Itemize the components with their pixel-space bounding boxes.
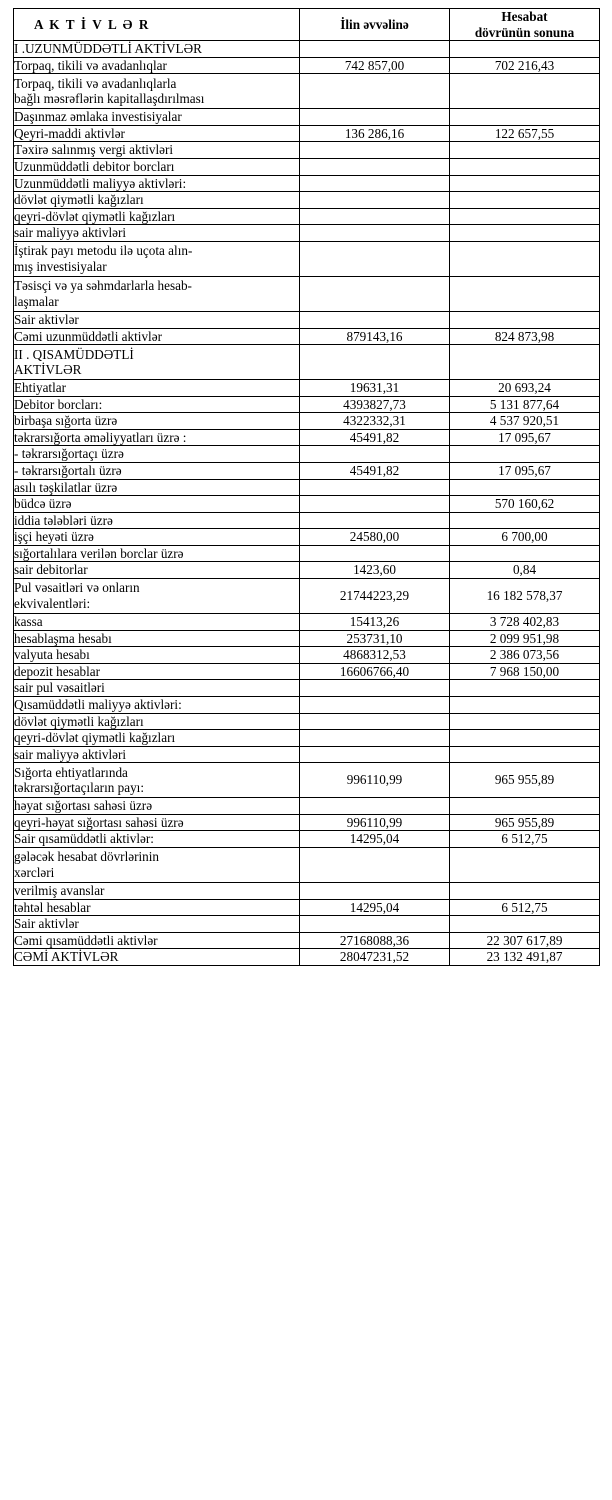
column-header-end-of-period (450, 9, 600, 41)
row-label: işçi heyəti üzrə (14, 529, 300, 546)
row-value-end (450, 175, 600, 192)
table-row (14, 882, 600, 899)
table-row (14, 345, 600, 380)
row-label: asılı təşkilatlar üzrə (14, 479, 300, 496)
row-label: Sair aktivlər (14, 916, 300, 933)
row-value-begin (300, 142, 450, 159)
row-label: Qeyri-maddi aktivlər (14, 125, 300, 142)
table-row (14, 746, 600, 763)
row-value-begin: 996110,99 (300, 763, 450, 798)
row-value-begin: 24580,00 (300, 529, 450, 546)
row-value-end: 570 160,62 (450, 496, 600, 513)
row-value-begin (300, 479, 450, 496)
row-value-begin (300, 345, 450, 380)
row-value-begin: 14295,04 (300, 899, 450, 916)
table-row (14, 159, 600, 176)
table-row (14, 429, 600, 446)
row-label: Təxirə salınmış vergi aktivləri (14, 142, 300, 159)
row-value-end (450, 142, 600, 159)
row-value-begin (300, 225, 450, 242)
row-label: II . QISAMÜDDƏTLİ AKTİVLƏR (14, 345, 300, 380)
row-value-end (450, 192, 600, 209)
row-label: qeyri-həyat sığortası sahəsi üzrə (14, 814, 300, 831)
table-row (14, 396, 600, 413)
row-value-begin (300, 696, 450, 713)
header-row (14, 9, 600, 41)
table-row (14, 380, 600, 397)
row-value-end: 5 131 877,64 (450, 396, 600, 413)
row-label: qeyri-dövlət qiymətli kağızları (14, 208, 300, 225)
row-value-begin (300, 446, 450, 463)
table-row (14, 446, 600, 463)
table-header (14, 9, 600, 41)
row-label: təkrarsığorta əməliyyatları üzrə : (14, 429, 300, 446)
row-value-end (450, 241, 600, 276)
row-value-begin: 1423,60 (300, 562, 450, 579)
table-row (14, 831, 600, 848)
row-value-end: 2 099 951,98 (450, 630, 600, 647)
row-value-end: 702 216,43 (450, 57, 600, 74)
table-row (14, 74, 600, 109)
row-label: sair maliyyə aktivləri (14, 225, 300, 242)
column-header-end-line1: Hesabat (501, 9, 548, 24)
table-row (14, 798, 600, 815)
table-row (14, 479, 600, 496)
row-value-begin (300, 74, 450, 109)
row-value-end (450, 74, 600, 109)
row-value-end: 22 307 617,89 (450, 932, 600, 949)
table-row (14, 680, 600, 697)
row-value-end: 20 693,24 (450, 380, 600, 397)
row-value-begin: 136 286,16 (300, 125, 450, 142)
row-value-begin (300, 713, 450, 730)
table-row (14, 847, 600, 882)
row-value-begin (300, 241, 450, 276)
row-value-end: 965 955,89 (450, 763, 600, 798)
row-value-begin (300, 496, 450, 513)
table-row (14, 512, 600, 529)
row-label: I .UZUNMÜDDƏTLİ AKTİVLƏR (14, 41, 300, 58)
row-value-end: 23 132 491,87 (450, 949, 600, 966)
row-value-end (450, 512, 600, 529)
row-value-begin (300, 159, 450, 176)
row-label: sığortalılara verilən borclar üzrə (14, 545, 300, 562)
row-value-begin: 21744223,29 (300, 579, 450, 614)
row-value-end: 0,84 (450, 562, 600, 579)
row-value-end: 4 537 920,51 (450, 413, 600, 430)
row-value-end: 824 873,98 (450, 328, 600, 345)
row-value-begin: 4393827,73 (300, 396, 450, 413)
column-header-assets: A K T İ V L Ə R (14, 9, 300, 41)
row-value-end: 16 182 578,37 (450, 579, 600, 614)
row-label: İştirak payı metodu ilə uçota alın- mış investisiyalar (14, 241, 300, 276)
row-value-begin (300, 311, 450, 328)
row-value-begin: 27168088,36 (300, 932, 450, 949)
table-row (14, 276, 600, 311)
row-label: CƏMİ AKTİVLƏR (14, 949, 300, 966)
row-value-begin (300, 746, 450, 763)
table-row (14, 814, 600, 831)
table-row (14, 529, 600, 546)
row-label: kassa (14, 614, 300, 631)
row-value-begin: 19631,31 (300, 380, 450, 397)
table-row (14, 208, 600, 225)
row-value-begin: 14295,04 (300, 831, 450, 848)
table-row (14, 579, 600, 614)
column-header-end-line2: dövrünün sonuna (474, 24, 575, 40)
table-body (14, 41, 600, 966)
row-value-begin: 16606766,40 (300, 663, 450, 680)
row-value-end (450, 479, 600, 496)
table-row (14, 328, 600, 345)
row-value-end (450, 208, 600, 225)
row-value-begin (300, 916, 450, 933)
table-row (14, 763, 600, 798)
row-value-begin (300, 730, 450, 747)
row-value-begin (300, 882, 450, 899)
row-value-begin (300, 847, 450, 882)
table-row (14, 614, 600, 631)
row-value-end: 3 728 402,83 (450, 614, 600, 631)
row-label: həyat sığortası sahəsi üzrə (14, 798, 300, 815)
row-label: büdcə üzrə (14, 496, 300, 513)
row-value-end (450, 696, 600, 713)
row-label: sair maliyyə aktivləri (14, 746, 300, 763)
table-row (14, 413, 600, 430)
row-label: qeyri-dövlət qiymətli kağızları (14, 730, 300, 747)
row-value-end: 122 657,55 (450, 125, 600, 142)
row-value-end (450, 713, 600, 730)
row-value-begin: 45491,82 (300, 462, 450, 479)
row-value-end (450, 159, 600, 176)
table-row (14, 545, 600, 562)
row-value-begin (300, 41, 450, 58)
row-label: Uzunmüddətli maliyyə aktivləri: (14, 175, 300, 192)
table-row (14, 899, 600, 916)
row-value-end (450, 109, 600, 126)
table-row (14, 932, 600, 949)
row-value-end (450, 847, 600, 882)
row-value-end: 6 512,75 (450, 831, 600, 848)
row-label: Sığorta ehtiyatlarında təkrarsığortaçıların payı: (14, 763, 300, 798)
row-value-begin (300, 175, 450, 192)
row-label: Cəmi qısamüddətli aktivlər (14, 932, 300, 949)
table-row (14, 496, 600, 513)
row-label: Daşınmaz əmlaka investisiyalar (14, 109, 300, 126)
row-value-begin: 253731,10 (300, 630, 450, 647)
row-label: dövlət qiymətli kağızları (14, 192, 300, 209)
table-row (14, 57, 600, 74)
row-label: depozit hesablar (14, 663, 300, 680)
row-value-end: 6 512,75 (450, 899, 600, 916)
table-row (14, 125, 600, 142)
row-value-begin: 879143,16 (300, 328, 450, 345)
table-row (14, 109, 600, 126)
row-label: Sair qısamüddətli aktivlər: (14, 831, 300, 848)
row-value-end: 7 968 150,00 (450, 663, 600, 680)
row-value-begin (300, 512, 450, 529)
row-value-end: 17 095,67 (450, 462, 600, 479)
row-value-end (450, 345, 600, 380)
table-row (14, 225, 600, 242)
row-label: təhtəl hesablar (14, 899, 300, 916)
row-label: Uzunmüddətli debitor borcları (14, 159, 300, 176)
table-row (14, 41, 600, 58)
column-header-begin-of-year: İlin əvvəlinə (300, 9, 450, 41)
row-label: birbaşa sığorta üzrə (14, 413, 300, 430)
row-value-begin (300, 798, 450, 815)
row-value-begin: 28047231,52 (300, 949, 450, 966)
row-value-begin (300, 208, 450, 225)
row-label: Debitor borcları: (14, 396, 300, 413)
row-label: sair debitorlar (14, 562, 300, 579)
table-row (14, 562, 600, 579)
row-label: Sair aktivlər (14, 311, 300, 328)
row-label: hesablaşma hesabı (14, 630, 300, 647)
row-value-begin: 4322332,31 (300, 413, 450, 430)
row-value-end (450, 746, 600, 763)
table-row (14, 462, 600, 479)
row-label: verilmiş avanslar (14, 882, 300, 899)
table-row (14, 730, 600, 747)
row-label: - təkrarsığortalı üzrə (14, 462, 300, 479)
table-row (14, 696, 600, 713)
table-row (14, 175, 600, 192)
table-row (14, 142, 600, 159)
row-value-end (450, 916, 600, 933)
row-value-begin: 45491,82 (300, 429, 450, 446)
row-value-end (450, 545, 600, 562)
row-label: Pul vəsaitləri və onların ekvivalentləri: (14, 579, 300, 614)
table-row (14, 192, 600, 209)
table-row (14, 241, 600, 276)
row-value-begin: 742 857,00 (300, 57, 450, 74)
row-value-end (450, 225, 600, 242)
row-value-begin (300, 545, 450, 562)
assets-balance-table (13, 8, 600, 966)
table-row (14, 311, 600, 328)
row-label: Cəmi uzunmüddətli aktivlər (14, 328, 300, 345)
row-label: gələcək hesabat dövrlərinin xərcləri (14, 847, 300, 882)
row-label: Torpaq, tikili və avadanlıqlar (14, 57, 300, 74)
row-value-begin: 996110,99 (300, 814, 450, 831)
row-value-begin (300, 192, 450, 209)
row-label: - təkrarsığortaçı üzrə (14, 446, 300, 463)
row-label: Ehtiyatlar (14, 380, 300, 397)
row-value-begin (300, 109, 450, 126)
row-value-begin (300, 680, 450, 697)
row-label: dövlət qiymətli kağızları (14, 713, 300, 730)
table-row (14, 713, 600, 730)
row-value-end (450, 446, 600, 463)
row-value-begin: 15413,26 (300, 614, 450, 631)
row-value-end: 17 095,67 (450, 429, 600, 446)
row-value-end (450, 311, 600, 328)
row-label: iddia tələbləri üzrə (14, 512, 300, 529)
row-label: sair pul vəsaitləri (14, 680, 300, 697)
row-value-end: 6 700,00 (450, 529, 600, 546)
row-label: Təsisçi və ya səhmdarlarla hesab- laşmalar (14, 276, 300, 311)
row-label: Qısamüddətli maliyyə aktivləri: (14, 696, 300, 713)
row-label: Torpaq, tikili və avadanlıqlarla bağlı məsrəflərin kapitallaşdırılması (14, 74, 300, 109)
row-value-end (450, 680, 600, 697)
row-value-end: 965 955,89 (450, 814, 600, 831)
row-value-end (450, 41, 600, 58)
row-value-end (450, 276, 600, 311)
row-label: valyuta hesabı (14, 647, 300, 664)
table-row (14, 630, 600, 647)
row-value-end (450, 882, 600, 899)
row-value-end: 2 386 073,56 (450, 647, 600, 664)
row-value-begin (300, 276, 450, 311)
row-value-begin: 4868312,53 (300, 647, 450, 664)
table-row (14, 663, 600, 680)
row-value-end (450, 730, 600, 747)
table-row (14, 916, 600, 933)
table-row (14, 647, 600, 664)
table-row (14, 949, 600, 966)
row-value-end (450, 798, 600, 815)
